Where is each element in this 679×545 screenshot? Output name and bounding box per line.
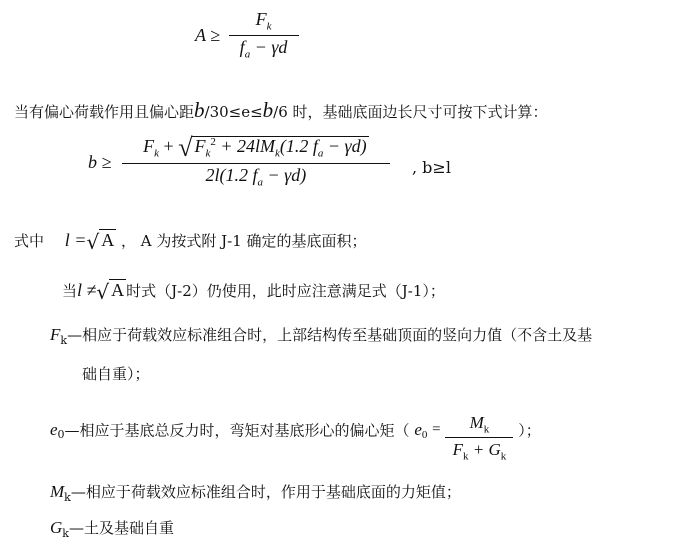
formula-2-denominator: 2l(1.2 $f_a - \gamma d$): [205, 165, 307, 189]
definition-e0: $e_0—$相应于基底总反力时，弯矩对基底形心的偏心矩（ $e_0$ = $\frac{M_k}{F_k + G_k}$ ）；: [50, 413, 541, 463]
definition-gk: $G_k—$土及基础自重: [50, 518, 174, 540]
formula-2-numerator: $F_k$ + √ $F_k^2 + 24lM_k(1.2$ $f_a - \gamma d$): [143, 133, 367, 162]
e0-fraction: $\frac{M_k}{F_k + G_k}$: [445, 413, 513, 463]
formula-1-denominator: $f_a - \gamma d$: [239, 36, 288, 61]
paragraph-l-definition: 式中 l =√ A ， A 为按式附 J-1 确定的基底面积；: [14, 230, 367, 254]
formula-1-numerator: $F_k$: [255, 9, 272, 33]
sqrt-symbol: √ A: [86, 230, 115, 254]
fraction-bar: [122, 163, 390, 164]
fraction-bar: [229, 35, 299, 36]
definition-fk: $F_k—$相应于荷载效应标准组合时，上部结构传至基础顶面的竖向力值（不含土及基: [50, 325, 593, 347]
formula-2-condition: , b≥l: [412, 158, 451, 177]
sqrt-symbol: √ $F_k^2 + 24lM_k(1.2$ $f_a - \gamma d$): [178, 133, 367, 162]
paragraph-eccentric-load: 当有偏心荷载作用且偏心距b/30≤e≤b/6 时，基础底面边长尺寸可按下式计算：: [14, 98, 548, 122]
sqrt-symbol: √ A: [96, 280, 125, 304]
formula-2: [88, 135, 390, 189]
definition-fk-continued: 础自重）；: [82, 365, 150, 383]
formula-2-fraction: [122, 135, 390, 189]
formula-1-lhs: A ≥: [195, 25, 221, 46]
paragraph-l-not-equal: 当l ≠√ A 时式（J-2）仍使用，此时应注意满足式（J-1）；: [62, 280, 445, 304]
fraction-bar: [445, 437, 513, 438]
formula-2-lhs: b ≥: [88, 151, 112, 172]
formula-1: [195, 10, 299, 60]
definition-mk: $M_k—$相应于荷载效应标准组合时，作用于基础底面的力矩值；: [50, 482, 461, 504]
formula-1-fraction: [229, 10, 299, 60]
